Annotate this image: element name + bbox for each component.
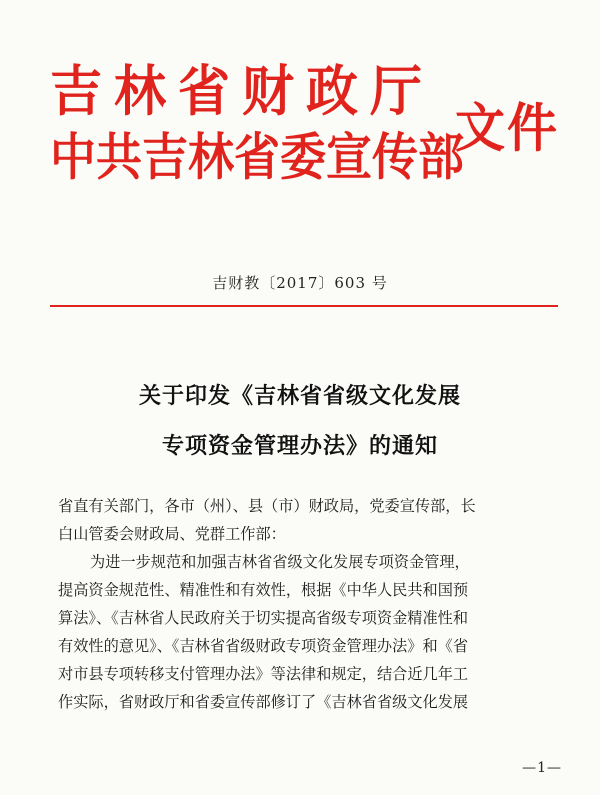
title-line-2: 专项资金管理办法》的通知 — [161, 434, 438, 459]
red-separator-line — [50, 305, 558, 307]
paragraph-line: 作实际，省财政厅和省委宣传部修订了《吉林省省级文化发展 — [58, 693, 469, 711]
addressee-line: 省直有关部门，各市（州）、县（市）财政局，党委宣传部，长 — [58, 497, 476, 515]
paragraph-line: 有效性的意见》、《吉林省省级财政专项资金管理办法》和《省 — [58, 637, 469, 655]
paragraph-line: 算法》、《吉林省人民政府关于切实提高省级专项资金精准性和 — [58, 609, 469, 627]
page-number: —1— — [522, 760, 562, 776]
paragraph-line: 对市县专项转移支付管理办法》等法律和规定，结合近几年工 — [58, 665, 469, 683]
document-number: 吉财教〔2017〕603 号 — [212, 274, 388, 292]
title-line-1: 关于印发《吉林省省级文化发展 — [138, 384, 461, 409]
document-suffix: 文件 — [455, 97, 559, 159]
body-paragraph — [58, 548, 564, 716]
addressee-line: 白山管委会财政局、党群工作部： — [58, 525, 286, 543]
document-title — [0, 372, 600, 472]
document-body — [58, 492, 564, 716]
paragraph-line: 提高资金规范性、精准性和有效性，根据《中华人民共和国预 — [58, 581, 469, 599]
addressee — [58, 492, 564, 548]
issuer-name-propaganda-dept: 中共吉林省委宣传部 — [50, 127, 464, 187]
paragraph-line: 为进一步规范和加强吉林省省级文化发展专项资金管理， — [90, 553, 470, 571]
issuer-name-finance-dept: 吉林省财政厅 — [50, 60, 435, 124]
